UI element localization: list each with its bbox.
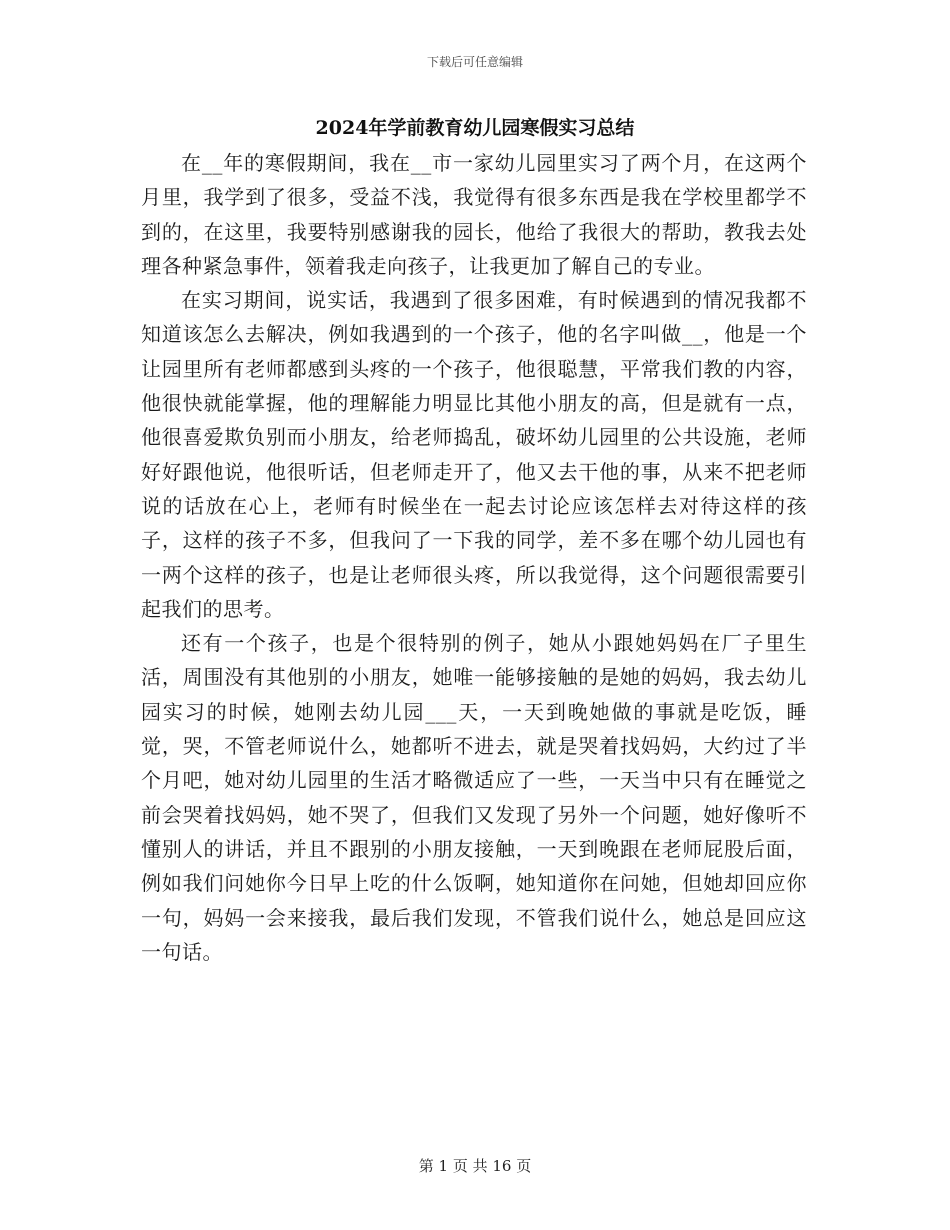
page-number-footer: 第 1 页 共 16 页 — [418, 1157, 532, 1175]
paragraph-3: 还有一个孩子，也是个很特别的例子，她从小跟她妈妈在厂子里生活，周围没有其他别的小朋友，她唯一能够接触的是她的妈妈，我去幼儿园实习的时候，她刚去幼儿园___天，一天到晚她做的事就是吃饭，睡觉，哭，不管老师说什么，她都听不进去，就是哭着找妈妈，大约过了半个月吧，她对幼儿园里的生活才略微适应了一些，一天当中只有在睡觉之前会哭着找妈妈，她不哭了，但我们又发现了另外一个问题，她好像听不懂别人的讲话，并且不跟别的小朋友接触，一天到晚跟在老师屁股后面，例如我们问她你今日早上吃的什么饭啊，她知道你在问她，但她却回应你一句，妈妈一会来接我，最后我们发现，不管我们说什么，她总是回应这一句话。 — [141, 631, 807, 964]
page-header-note: 下载后可任意编辑 — [426, 55, 523, 69]
document-body — [141, 146, 807, 969]
paragraph-1: 在__年的寒假期间，我在__市一家幼儿园里实习了两个月，在这两个月里，我学到了很多，受益不浅，我觉得有很多东西是我在学校里都学不到的，在这里，我要特别感谢我的园长，他给了我很大的帮助，教我去处理各种紧急事件，领着我走向孩子，让我更加了解自己的专业。 — [141, 151, 807, 278]
document-title: 2024年学前教育幼儿园寒假实习总结 — [315, 117, 635, 139]
paragraph-2: 在实习期间，说实话，我遇到了很多困难，有时候遇到的情况我都不知道该怎么去解决，例如我遇到的一个孩子，他的名字叫做__，他是一个让园里所有老师都感到头疼的一个孩子，他很聪慧，平常我们教的内容，他很快就能掌握，他的理解能力明显比其他小朋友的高，但是就有一点，他很喜爱欺负别而小朋友，给老师捣乱，破坏幼儿园里的公共设施，老师好好跟他说，他很听话，但老师走开了，他又去干他的事，从来不把老师说的话放在心上，老师有时候坐在一起去讨论应该怎样去对待这样的孩子，这样的孩子不多，但我问了一下我的同学，差不多在哪个幼儿园也有一两个这样的孩子，也是让老师很头疼，所以我觉得，这个问题很需要引起我们的思考。 — [141, 288, 807, 621]
